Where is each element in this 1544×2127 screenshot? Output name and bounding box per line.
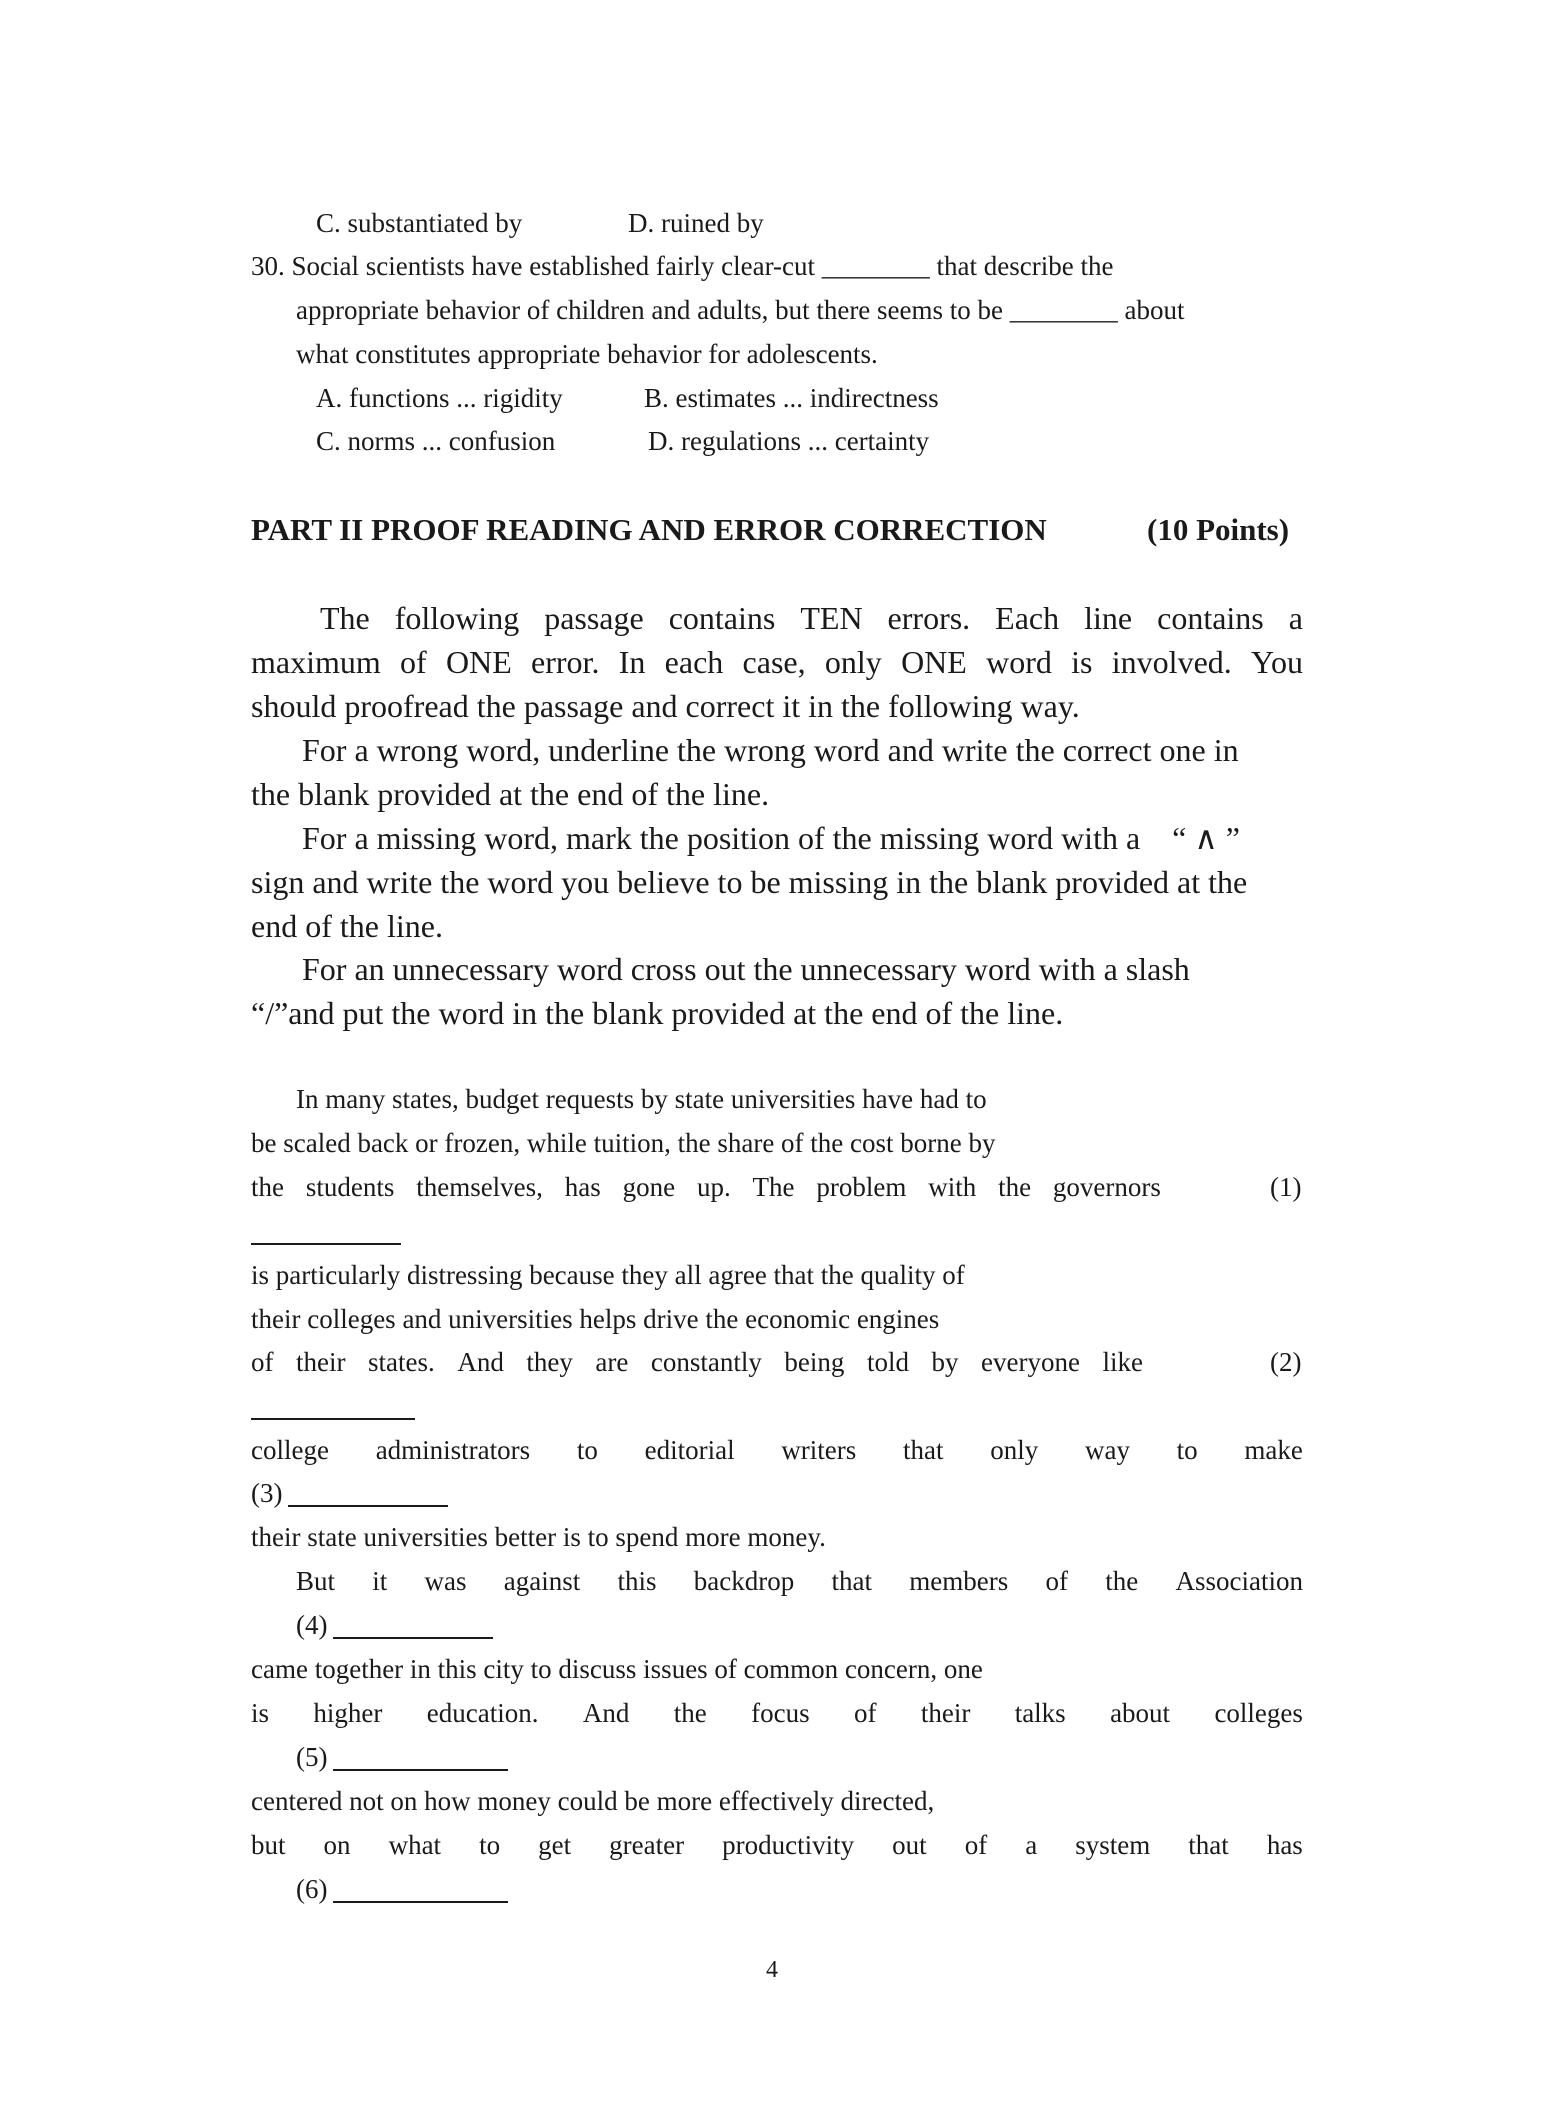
word: contains: [668, 600, 776, 636]
passage-line-5: their colleges and universities helps drive the economic engines: [251, 1304, 940, 1334]
word: the: [998, 1172, 1032, 1202]
word: everyone: [981, 1347, 1080, 1377]
intro-line-7: sign and write the word you believe to be missing in the blank provided at the: [251, 864, 1248, 900]
word: Each: [995, 600, 1060, 636]
word: themselves,: [416, 1172, 543, 1202]
word: system: [1075, 1830, 1151, 1860]
passage-line-3: [251, 1174, 1161, 1201]
q30-option-c: C. norms ... confusion: [316, 426, 556, 456]
word: told: [866, 1347, 909, 1377]
word: being: [784, 1347, 845, 1377]
answer-blank-6[interactable]: [333, 1901, 508, 1903]
word: that: [1188, 1830, 1229, 1860]
q30-stem-line1: 30. Social scientists have established fairly clear-cut ________ that describe the: [251, 251, 1114, 281]
word: ONE: [445, 644, 512, 680]
word: the: [1105, 1566, 1139, 1596]
word: on: [323, 1830, 351, 1860]
word: And: [457, 1347, 504, 1377]
q29-option-c: C. substantiated by: [316, 208, 523, 238]
word: Association: [1175, 1566, 1303, 1596]
word: that: [903, 1435, 944, 1465]
word: it: [372, 1566, 388, 1596]
page-number: 4: [766, 1957, 778, 1983]
word: following: [394, 600, 520, 636]
intro-line-8: end of the line.: [251, 908, 443, 944]
word: education.: [426, 1698, 539, 1728]
word: was: [424, 1566, 467, 1596]
word: against: [503, 1566, 581, 1596]
word: to: [479, 1830, 501, 1860]
intro-line-5: the blank provided at the end of the line.: [251, 776, 770, 812]
word: In: [618, 644, 646, 680]
passage-line-11: [251, 1700, 1303, 1727]
passage-line-4: is particularly distressing because they all agree that the quality of: [251, 1260, 965, 1290]
word: has: [1266, 1830, 1303, 1860]
passage-line-8: their state universities better is to spend more money.: [251, 1522, 826, 1552]
word: writers: [781, 1435, 857, 1465]
word: but: [251, 1830, 286, 1860]
word: higher: [313, 1698, 383, 1728]
line-number-3: (3): [251, 1478, 283, 1508]
word: way: [1084, 1435, 1130, 1465]
word: only: [824, 644, 882, 680]
word: of: [964, 1830, 988, 1860]
passage-line-9: [296, 1568, 1303, 1595]
q30-option-b: B. estimates ... indirectness: [644, 383, 939, 413]
word: TEN: [800, 600, 863, 636]
intro-line-6: For a missing word, mark the position of the missing word with a “ ∧ ”: [302, 820, 1240, 856]
intro-line-4: For a wrong word, underline the wrong word and write the correct one in: [302, 732, 1239, 768]
line-number-1: (1): [1270, 1172, 1302, 1202]
word: case,: [742, 644, 806, 680]
word: only: [990, 1435, 1039, 1465]
word: of: [1045, 1566, 1068, 1596]
word: they: [526, 1347, 573, 1377]
word: their: [296, 1347, 346, 1377]
word: colleges: [1214, 1698, 1303, 1728]
word: up.: [696, 1172, 731, 1202]
word: a: [1025, 1830, 1038, 1860]
word: talks: [1014, 1698, 1066, 1728]
intro-line-3: should proofread the passage and correct it in the following way.: [251, 688, 1080, 724]
passage-line-6: [251, 1349, 1143, 1376]
word: is: [251, 1698, 270, 1728]
word: error.: [531, 644, 600, 680]
word: has: [564, 1172, 601, 1202]
line-number-5: (5): [296, 1742, 328, 1772]
intro-line-2: [251, 646, 1303, 678]
word: is: [1071, 644, 1093, 680]
word: with: [928, 1172, 977, 1202]
word: ONE: [901, 644, 967, 680]
intro-line-1: [320, 602, 1303, 634]
line-number-4: (4): [296, 1610, 328, 1640]
line-number-6: (6): [296, 1874, 328, 1904]
word: maximum: [251, 644, 381, 680]
word: greater: [609, 1830, 685, 1860]
word: constantly: [650, 1347, 762, 1377]
intro-line-9: For an unnecessary word cross out the unnecessary word with a slash: [302, 951, 1190, 987]
word: members: [909, 1566, 1009, 1596]
q29-option-d: D. ruined by: [628, 208, 764, 238]
word: are: [595, 1347, 629, 1377]
word: their: [920, 1698, 971, 1728]
word: that: [831, 1566, 872, 1596]
word: states.: [368, 1347, 435, 1377]
word: focus: [751, 1698, 810, 1728]
word: out: [892, 1830, 927, 1860]
word: editorial: [644, 1435, 735, 1465]
word: word: [986, 644, 1052, 680]
word: governors: [1052, 1172, 1161, 1202]
word: a: [1288, 600, 1303, 636]
intro-line-10: “/”and put the word in the blank provided at the end of the line.: [251, 995, 1064, 1031]
section-points: (10 Points): [1147, 512, 1290, 547]
word: passage: [544, 600, 644, 636]
word: to: [1176, 1435, 1198, 1465]
answer-blank-3[interactable]: [288, 1505, 448, 1507]
word: administrators: [375, 1435, 531, 1465]
passage-line-7: [251, 1437, 1303, 1464]
word: The: [320, 600, 370, 636]
word: You: [1251, 644, 1303, 680]
answer-blank-1[interactable]: [251, 1243, 401, 1245]
word: each: [664, 644, 724, 680]
word: gone: [622, 1172, 676, 1202]
passage-line-12: centered not on how money could be more effectively directed,: [251, 1786, 935, 1816]
word: involved.: [1111, 644, 1232, 680]
word: by: [931, 1347, 959, 1377]
word: contains: [1157, 600, 1264, 636]
word: get: [538, 1830, 572, 1860]
q30-option-d: D. regulations ... certainty: [648, 426, 930, 456]
word: what: [388, 1830, 442, 1860]
word: backdrop: [693, 1566, 795, 1596]
word: of: [853, 1698, 877, 1728]
word: line: [1084, 600, 1133, 636]
passage-line-2: be scaled back or frozen, while tuition, the share of the cost borne by: [251, 1128, 996, 1158]
q30-option-a: A. functions ... rigidity: [316, 383, 563, 413]
word: errors.: [887, 600, 971, 636]
word: of: [400, 644, 427, 680]
word: productivity: [722, 1830, 855, 1860]
answer-blank-4[interactable]: [333, 1637, 493, 1639]
word: about: [1110, 1698, 1171, 1728]
passage-line-1: In many states, budget requests by state universities have had to: [296, 1084, 987, 1114]
word: this: [617, 1566, 657, 1596]
word: But: [296, 1566, 336, 1596]
section-title: PART II PROOF READING AND ERROR CORRECTION: [251, 512, 1047, 547]
answer-blank-5[interactable]: [333, 1769, 508, 1771]
word: college: [251, 1435, 329, 1465]
word: the: [251, 1172, 284, 1202]
word: like: [1102, 1347, 1143, 1377]
word: make: [1244, 1435, 1303, 1465]
word: to: [576, 1435, 598, 1465]
line-number-2: (2): [1270, 1347, 1302, 1377]
word: And: [582, 1698, 630, 1728]
word: of: [251, 1347, 274, 1377]
word: The: [752, 1172, 795, 1202]
passage-line-13: [251, 1832, 1303, 1859]
word: students: [305, 1172, 395, 1202]
answer-blank-2[interactable]: [251, 1418, 415, 1420]
passage-line-10: came together in this city to discuss issues of common concern, one: [251, 1654, 983, 1684]
word: the: [673, 1698, 707, 1728]
q30-stem-line2: appropriate behavior of children and adults, but there seems to be ________ about: [296, 295, 1185, 325]
word: problem: [816, 1172, 907, 1202]
q30-stem-line3: what constitutes appropriate behavior for adolescents.: [296, 339, 878, 369]
